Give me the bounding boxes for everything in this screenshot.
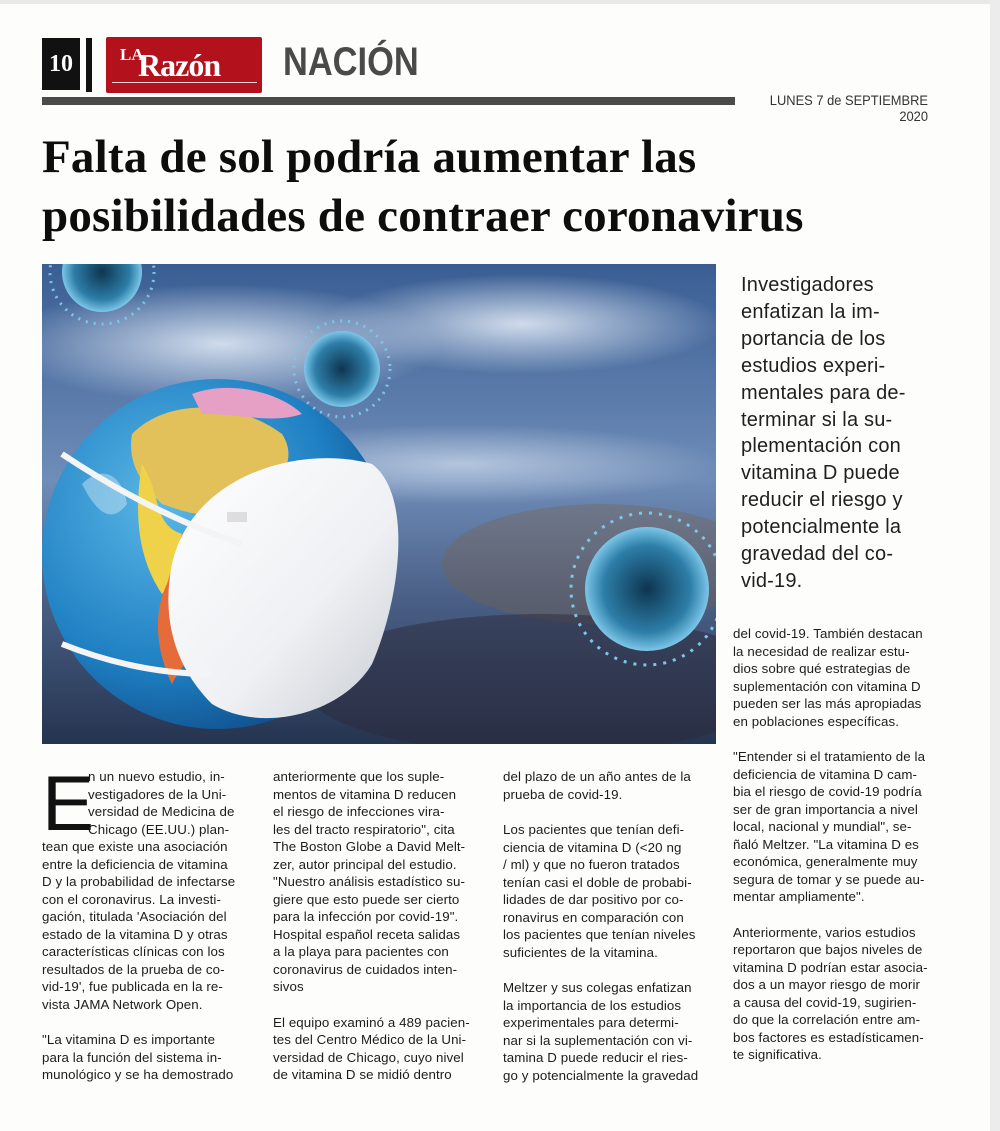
pull-quote-line: plementación con [741,435,901,458]
drop-cap: E [42,759,95,847]
article-line: deficiencia de vitamina D cam- [733,766,918,782]
page-edge-right [990,0,1000,1131]
article-line: tamina D puede reducir el ries- [503,1050,688,1065]
article-line: vista JAMA Network Open. [42,996,203,1012]
article-line: anteriormente que los suple- [273,769,445,784]
article-line: del plazo de un año antes de la [503,769,691,784]
article-line: reportaron que bajos niveles de [733,942,923,957]
article-line: segura de tomar y se puede au- [733,871,925,887]
article-line: mentar ampliamente". [733,889,865,904]
article-line: versidad de Chicago, cuyo nivel [273,1049,464,1065]
article-line: los pacientes que tenían niveles [503,927,696,942]
article-line: "Entender si el tratamiento de la [733,749,926,764]
page-edge [0,0,1000,4]
headline [42,128,942,246]
article-line: ñaló Meltzer. "La vitamina D es [733,836,919,852]
article-line: a la playa para pacientes con [273,944,449,959]
globe-mask-photo [42,264,716,744]
article-line: Meltzer y sus colegas enfatizan [503,980,692,995]
pull-quote-line: enfatizan la im- [741,300,880,323]
section-title: NACIÓN [283,40,419,84]
article-line: prueba de covid-19. [503,786,623,802]
article-line: "La vitamina D es importante [42,1032,216,1047]
article-line: la necesidad de realizar estu- [733,643,910,659]
pull-quote-line: vid-19. [741,569,803,592]
article-line: tes del Centro Médico de la Uni- [273,1032,467,1047]
logo-la: LA [120,45,144,64]
article-line: pueden ser las más apropiadas [733,696,922,711]
article-line: de vitamina D se midió dentro [273,1067,452,1082]
article-line: tean que existe una asociación [42,839,228,854]
article-line: Anteriormente, varios estudios [733,924,916,940]
article-line: The Boston Globe a David Melt- [273,839,466,854]
paragraph-gap [273,996,488,1014]
article-line: para la infección por covid-19". [273,909,459,924]
article-column-1 [42,759,257,1084]
pull-quote-line: estudios experi- [741,354,886,377]
headline-line-2: posibilidades de contraer coronavirus [42,190,804,242]
article-line: El equipo examinó a 489 pacien- [273,1014,470,1030]
article-line: bia el riesgo de covid-19 podría [733,784,922,799]
newspaper-logo [106,37,262,93]
article-line: el riesgo de infecciones vira- [273,804,445,819]
article-line: munológico y se ha demostrado [42,1067,234,1082]
article-line: vitamina D podrían estar asocia- [733,959,928,975]
paragraph-gap [42,1013,257,1031]
article-line: estado de la vitamina D y otras [42,926,228,942]
pull-quote-line: mentales para de- [741,381,906,404]
article-line: la importancia de los estudios [503,997,682,1013]
article-line: nar si la suplementación con vi- [503,1032,693,1048]
article-line: coronavirus de cuidados inten- [273,961,458,977]
article-line: Hospital español receta salidas [273,926,461,942]
article-line: Los pacientes que tenían defi- [503,822,685,837]
article-line: local, nacional y mundial", se- [733,819,912,834]
pull-quote-line: reducir el riesgo y [741,489,903,512]
article-column-3 [503,768,718,1084]
article-line: mentos de vitamina D reducen [273,786,457,802]
article-line: tenían casi el doble de probabi- [503,874,692,890]
article-line: Chicago (EE.UU.) plan- [88,821,230,837]
headline-line-1: Falta de sol podría aumentar las [42,131,697,183]
page-number-bar [86,38,92,92]
article-line: n un nuevo estudio, in- [88,769,225,784]
logo-tagline [112,82,257,87]
article-line: experimentales para determi- [503,1015,679,1030]
article-line: D y la probabilidad de infectarse [42,874,236,889]
article-line: resultados de la prueba de co- [42,961,225,977]
article-line: do que la correlación entre am- [733,1012,921,1027]
article-line: "Nuestro análisis estadístico su- [273,874,466,889]
article-line: / ml) y que no fueron tratados [503,857,680,872]
article-line: ronavirus en comparación con [503,909,684,925]
article-line: bos factores es estadísticamen- [733,1029,924,1045]
article-line: lidades de dar positivo por co- [503,892,684,907]
paragraph-gap [503,803,718,821]
logo-razon: Razón [138,47,221,83]
article-line: del covid-19. También destacan [733,626,923,641]
article-line: suplementación con vitamina D [733,678,921,694]
article-line: vestigadores de la Uni- [88,786,227,802]
article-line: go y potencialmente la gravedad [503,1067,699,1083]
pull-quote-line: terminar si la su- [741,408,893,431]
pull-quote-line: gravedad del co- [741,543,894,566]
article-line: con el coronavirus. La investi- [42,891,221,907]
article-line: les del tracto respiratorio", cita [273,821,455,837]
header-rule [42,97,735,105]
article-line: gación, titulada 'Asociación del [42,909,227,924]
pull-quote-line: Investigadores [741,274,874,296]
publication-date: LUNES 7 de SEPTIEMBRE 2020 [769,92,928,124]
pull-quote [741,272,941,595]
article-line: para la función del sistema in- [42,1049,222,1065]
article-line: zer, autor principal del estudio. [273,856,457,872]
article-line: te significativa. [733,1047,822,1062]
article-line: dos a un mayor riesgo de morir [733,977,921,992]
article-line: versidad de Medicina de [88,804,235,819]
article-line: suficientes de la vitamina. [503,944,658,960]
article-line: en poblaciones específicas. [733,713,900,729]
paragraph-gap [733,906,948,924]
paragraph-gap [733,730,948,748]
pull-quote-line: portancia de los [741,327,886,350]
article-column-2 [273,768,488,1084]
article-line: a causa del covid-19, sugirien- [733,994,917,1010]
article-line: giere que esto puede ser cierto [273,891,460,907]
paragraph-gap [503,961,718,979]
pull-quote-line: vitamina D puede [741,462,900,485]
article-line: ciencia de vitamina D (<20 ng [503,839,682,855]
article-line: ser de gran importancia a nivel [733,801,918,817]
article-line: económica, generalmente muy [733,854,918,869]
article-line: dios sobre qué estrategias de [733,661,911,676]
article-line: entre la deficiencia de vitamina [42,856,228,872]
article-line: sivos [273,979,304,994]
article-line: vid-19', fue publicada en la re- [42,979,223,994]
article-column-4 [733,625,948,1064]
globe-mask-illustration [42,264,716,744]
pull-quote-line: potencialmente la [741,516,902,539]
page-number: 10 [42,38,80,90]
article-line: características clínicas con los [42,944,225,959]
